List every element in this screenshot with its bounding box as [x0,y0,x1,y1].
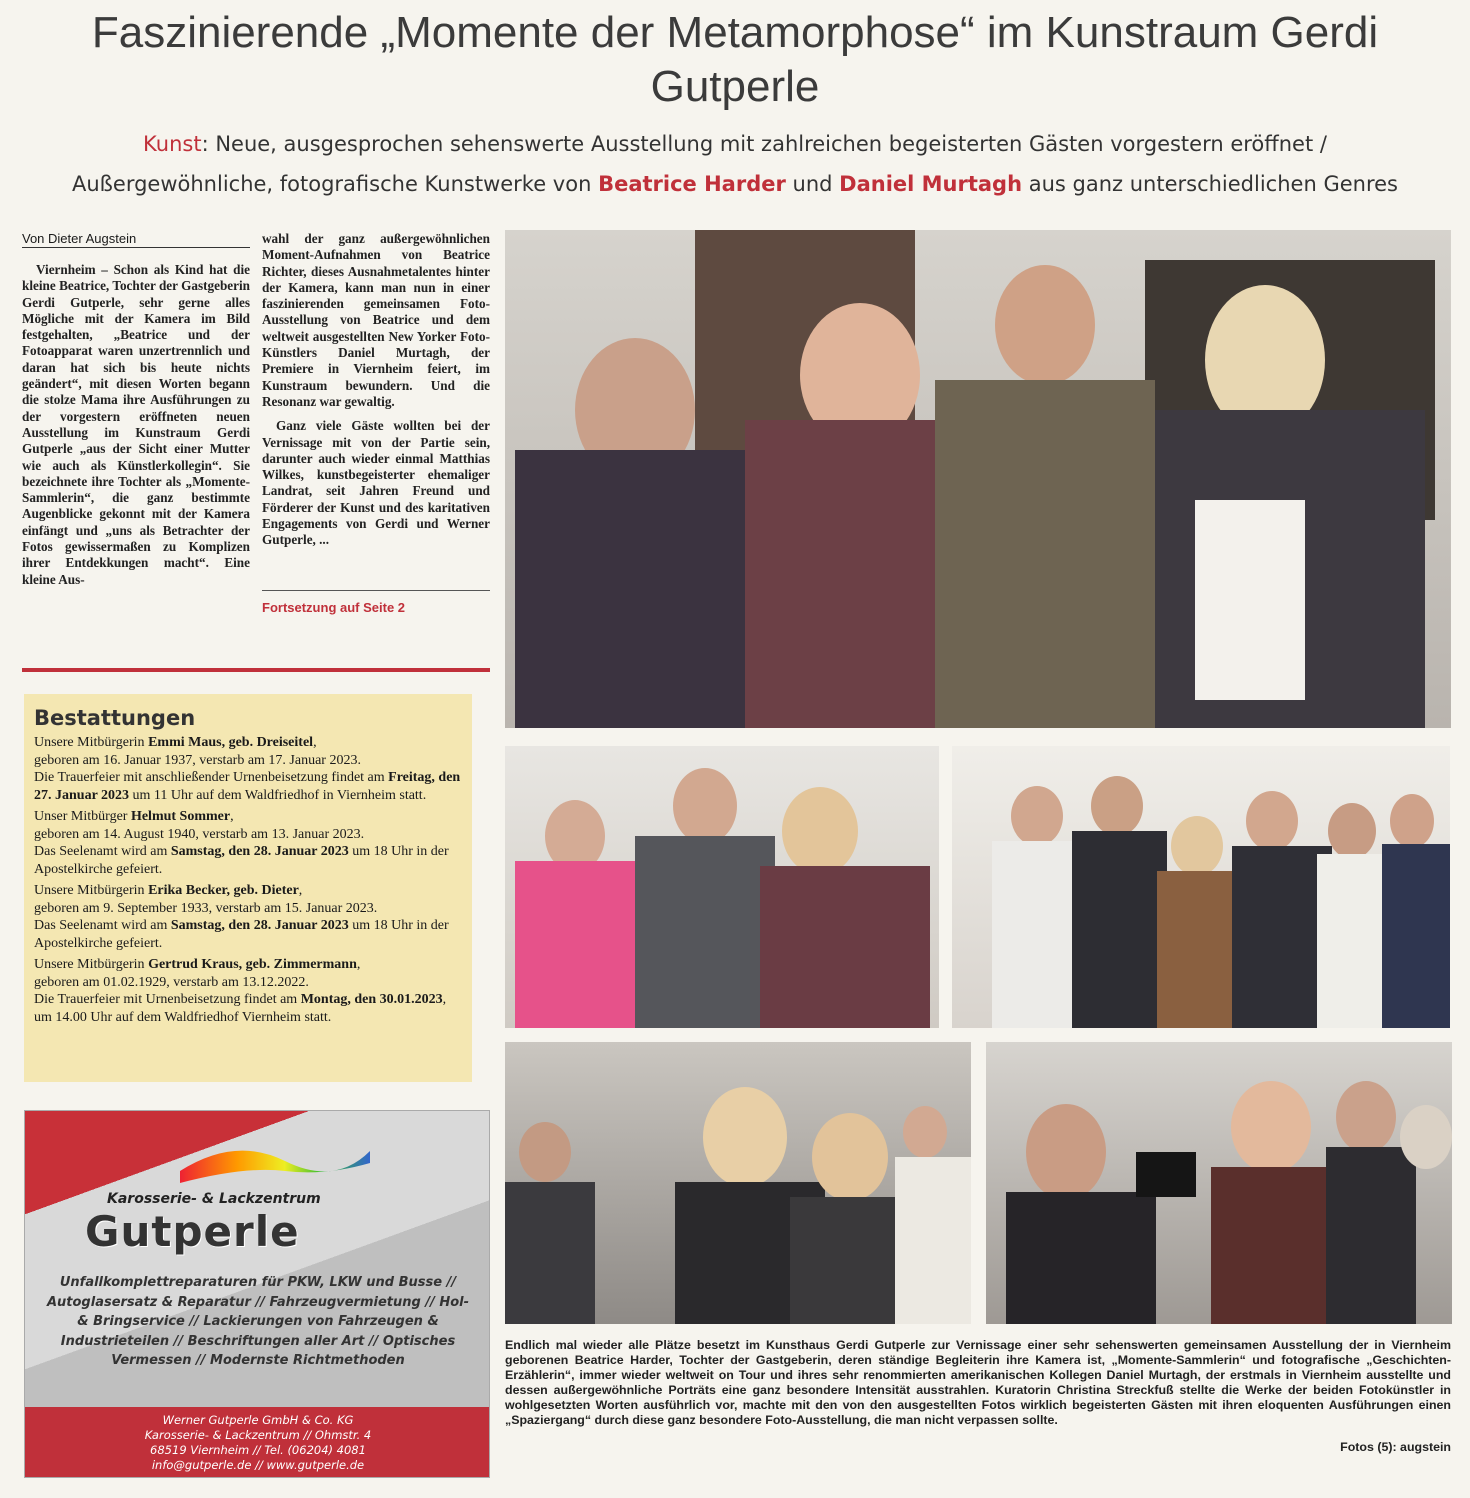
subhead-line2-post: aus ganz unterschiedlichen Genres [1022,172,1398,196]
kicker: Kunst [143,132,202,156]
subhead-line1: : Neue, ausgesprochen sehenswerte Ausstellung mit zahlreichen begeisterten Gästen vorgestern eröffnet / [201,132,1327,156]
ad-footer-line: Werner Gutperle GmbH & Co. KG [162,1413,354,1427]
subhead-name-murtagh: Daniel Murtagh [839,172,1023,196]
obituary-date: Montag, den 30.01.2023 [300,992,443,1007]
advertisement[interactable] [24,1110,490,1478]
photo-guests-figures [505,746,939,1028]
article-paragraph: Ganz viele Gäste wollten bei der Vernissage mit von der Partie sein, darunter auch wieder einmal Matthias Wilkes, kunstbegeisterter ehemaliger Landrat, seit Jahren Freund und Förderer der Kunst und des karitativen Engagements von Gerdi und Werner Gutperle, ... [262,418,490,548]
photo-main-figures [505,230,1451,728]
subheadline [20,124,1450,204]
ad-brand: Gutperle [85,1207,300,1256]
photo-credit: Fotos (5): augstein [1270,1440,1451,1454]
continuation-link[interactable]: Fortsetzung auf Seite 2 [262,600,406,615]
photo-audience [505,1042,971,1324]
obituary-entry [34,956,462,1026]
ad-footer-line: info@gutperle.de // www.gutperle.de [151,1458,365,1472]
ad-services: Unfallkomplettreparaturen für PKW, LKW und Busse // Autoglasersatz & Reparatur // Fahrzeugvermietung // Hol- & Bringservice // Lackierungen von Fahrzeugen & Industrieteilen // Beschriftungen aller Art // Optisches Vermessen // Modernste Richtmethoden [46,1275,470,1368]
section-divider [22,668,490,672]
article-column-1: Viernheim – Schon als Kind hat die kleine Beatrice, Tochter der Gastgeberin Gerdi Gutperle, sehr gerne alles Mögliche mit der Kamera im Bild festgehalten, „Beatrice und der Fotoapparat waren unzertrennlich und daran hat sich bis heute nichts geändert“, mit diesen Worten begann die stolze Mama ihre Ausführungen zu der vorgestern eröffneten neuen Ausstellung im Kunstraum Gerdi Gutperle „aus der Sicht einer Mutter wie auch als Künstlerkollegin“. Sie bezeichnete ihre Tochter als „Momente-Sammlerin“, die ganz bestimmte Augenblicke gekonnt mit der Kamera einfängt und „uns als Betrachter der Fotos gewissermaßen zu Komplizen ihrer Entdekkungen macht“. Eine kleine Aus- [22,262,250,587]
obituary-date: Samstag, den 28. Januar 2023 [170,844,349,859]
obituary-mid: , geboren am 9. September 1933, verstarb am 15. Januar 2023. Das Seelenamt wird am [34,883,378,933]
photo-audience-figures [505,1042,971,1324]
obituary-post: um 18 Uhr in der Apostelkirche gefeiert. [34,918,449,951]
ad-footer-line: 68519 Viernheim // Tel. (06204) 4081 [150,1443,366,1457]
subhead-and: und [785,172,840,196]
obituary-mid: , geboren am 01.02.1929, verstarb am 13.12.2022. Die Trauerfeier mit Urnenbeisetzung findet am [34,957,361,1007]
obituaries-list [34,734,462,1026]
obituary-pre: Unser Mitbürger [34,809,131,824]
obituary-post: um 18 Uhr in der Apostelkirche gefeiert. [34,844,449,877]
photo-caption: Endlich mal wieder alle Plätze besetzt im Kunsthaus Gerdi Gutperle zur Vernissage einer sehr sehenswerten gemeinsamen Ausstellung der in Viernheim geborenen Beatrice Harder, Tochter der Gastgeberin, deren ständige Begleiterin ihre Kamera ist, „Momente-Sammlerin“ und fotografische „Geschichten-Erzählerin“, immer wieder weltweit on Tour und ihres sehr renommierten amerikanischen Kollegen Daniel Murtagh, der erstmals in Viernheim ausstellte und dessen außergewöhnliche Porträts eine ganz besondere Intensität ausstrahlen. Kuratorin Christina Streckfuß stellte die Werke der beiden Fotokünstler in wohlgesetzten Worten ausführlich vor, machte mit den von den ausgestellten Fotos wirklich begeisterten Gästen mit ihren eloquenten Ausführungen einen „Spaziergang“ durch diese ganz besondere Foto-Ausstellung, die man nicht verpassen sollte. [505,1338,1451,1427]
photo-group [952,746,1450,1028]
ad-footer-line: Karosserie- & Lackzentrum // Ohmstr. 4 [144,1428,372,1442]
obituary-date: Samstag, den 28. Januar 2023 [170,918,349,933]
obituary-entry [34,734,462,804]
obituary-mid: , geboren am 14. August 1940, verstarb am 13. Januar 2023. Das Seelenamt wird am [34,809,365,859]
ad-footer [25,1407,490,1478]
obituary-pre: Unsere Mitbürgerin [34,957,149,972]
obituary-pre: Unsere Mitbürgerin [34,735,149,750]
obituaries-title: Bestattungen [34,706,196,730]
subhead-line2-pre: Außergewöhnliche, fotografische Kunstwerke von [72,172,599,196]
obituary-post: , um 14.00 Uhr auf dem Waldfriedhof Viernheim statt. [34,992,447,1025]
byline: Von Dieter Augstein [22,230,250,248]
obituary-name: Helmut Sommer [130,809,231,824]
photo-photographer-figures [986,1042,1452,1324]
obituary-name: Emmi Maus, geb. Dreiseitel [148,735,314,750]
headline: Faszinierende „Momente der Metamorphose“ im Kunstraum Gerdi Gutperle [91,8,1379,111]
subhead-name-harder: Beatrice Harder [598,172,786,196]
obituaries-box [24,694,472,1082]
divider [262,590,490,591]
obituary-entry [34,808,462,878]
obituary-date: Freitag, den 27. Januar 2023 [34,770,461,803]
photo-main [505,230,1451,728]
ad-subtitle: Karosserie- & Lackzentrum [107,1191,321,1207]
photo-three-guests [505,746,939,1028]
article-column-2 [262,231,490,549]
obituary-mid: , geboren am 16. Januar 1937, verstarb am 17. Januar 2023. Die Trauerfeier mit anschließender Urnenbeisetzung findet am [34,735,385,785]
obituary-post: um 11 Uhr auf dem Waldfriedhof in Viernheim statt. [129,787,427,803]
photo-group-figures [952,746,1450,1028]
article-paragraph: wahl der ganz außergewöhnlichen Moment-Aufnahmen von Beatrice Richter, dieses Ausnahmetalentes hinter der Kamera, kann man nun in einer faszinierenden gemeinsamen Foto-Ausstellung von Beatrice und dem weltweit ausgestellten New Yorker Foto-Künstlers Daniel Murtagh, der Premiere in Viernheim feiert, im Kunstraum bewundern. Und die Resonanz war gewaltig. [262,231,490,409]
obituary-name: Erika Becker, geb. Dieter [148,883,299,898]
obituary-entry [34,882,462,952]
rainbow-logo-icon [175,1131,375,1191]
photo-photographer [986,1042,1452,1324]
obituary-name: Gertrud Kraus, geb. Zimmermann [148,957,357,972]
obituary-pre: Unsere Mitbürgerin [34,883,149,898]
